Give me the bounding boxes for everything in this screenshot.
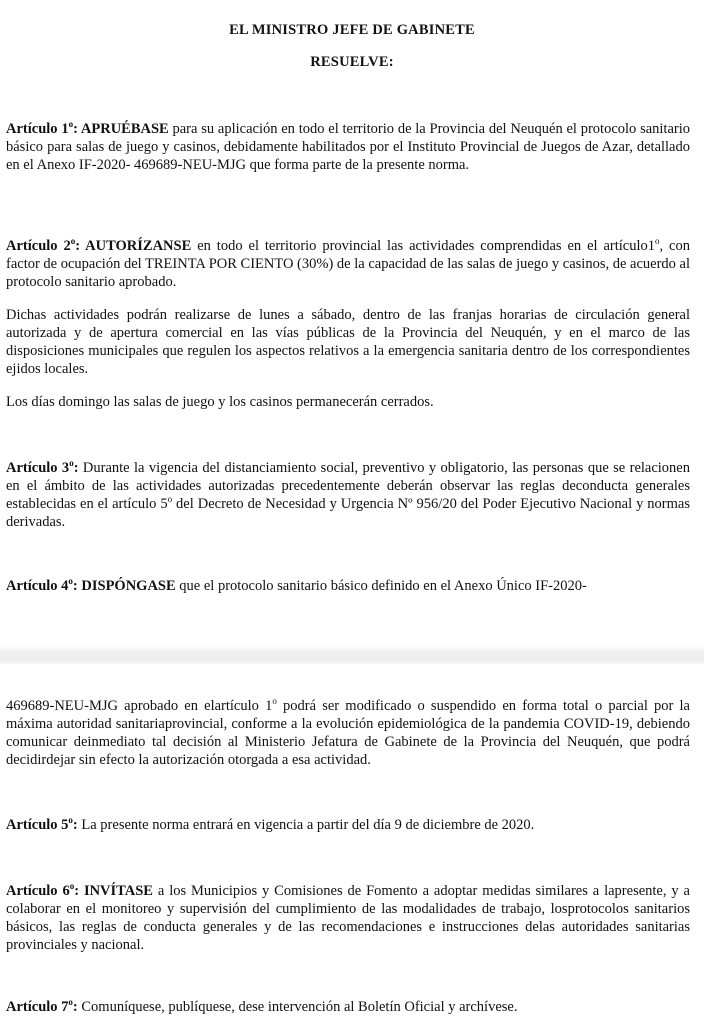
article-6 bbox=[6, 882, 690, 954]
article-2 bbox=[6, 237, 690, 291]
article-2-keyword: AUTORÍZANSE bbox=[85, 238, 192, 254]
article-7-label: Artículo 7$^o$: bbox=[6, 997, 82, 1015]
article-1-text: para su aplicación en todo el territorio de la Provincia del Neuquén el protocolo sanitario básico para salas de juego y casinos, debidamente habilitados por el Instituto Provincial de Juegos de Azar, detallado en el Anexo IF-2020- 469689-NEU-MJG que forma parte de la presente norma. bbox=[6, 121, 690, 173]
article-4-continuation: 469689-NEU-MJG aprobado en elartículo 1$^o$ podrá ser modificado o suspendido en forma total o parcial por la máxima autoridad sanitariaprovincial, conforme a la evolución epidemiológica de la pandemia COVID-19, debiendo comunicar deinmediato tal decisión al Ministerio Jefatura de Gabinete de la Provincia del Neuquén, que podrá decidirdejar sin efecto la autorización otorgada a esa actividad. bbox=[6, 696, 690, 768]
resolves-heading: RESUELVE: bbox=[310, 54, 394, 70]
article-5-text: La presente norma entrará en vigencia a partir del día 9 de diciembre de 2020. bbox=[81, 817, 535, 833]
article-7 bbox=[6, 998, 690, 1016]
document-page-2 bbox=[0, 664, 704, 1024]
article-2-paragraph-3: Los días domingo las salas de juego y los casinos permanecerán cerrados. bbox=[6, 394, 434, 410]
article-4 bbox=[6, 577, 690, 595]
article-1-keyword: APRUÉBASE bbox=[80, 121, 169, 137]
article-1-label: Artículo 1$^o$: bbox=[6, 119, 81, 137]
article-3 bbox=[6, 459, 690, 531]
article-2-label: Artículo 2$^o$: bbox=[6, 236, 86, 254]
article-3-text: Durante la vigencia del distanciamiento social, preventivo y obligatorio, las personas que se relacionen en el ámbito de las actividades autorizadas precedentemente deberán observar las reglas deconducta generales establecidas en el artículo 5$^o$ del Decreto de Necesidad y Urgencia Nº 956/20 del Poder Ejecutivo Nacional y normas derivadas. bbox=[6, 460, 690, 530]
page-break bbox=[0, 646, 704, 664]
article-4-label: Artículo 4$^o$: bbox=[6, 576, 82, 594]
article-1 bbox=[6, 120, 690, 174]
article-6-text: a los Municipios y Comisiones de Fomento a adoptar medidas similares a lapresente, y a colaborar en el monitoreo y supervisión del cumplimiento de las modalidades de trabajo, losprotocolos sanitarios básicos, las reglas de conducta generales y de las recomendaciones e instrucciones delas autoridades sanitarias provinciales y nacional. bbox=[6, 883, 690, 953]
article-4-keyword: DISPÓNGASE bbox=[81, 578, 176, 594]
article-5-label: Artículo 5$^o$: bbox=[6, 815, 82, 833]
article-7-text: Comuníquese, publíquese, dese intervención al Boletín Oficial y archívese. bbox=[81, 999, 518, 1015]
article-6-keyword: INVÍTASE bbox=[83, 883, 153, 899]
article-6-label: Artículo 6$^o$: bbox=[6, 881, 84, 899]
article-2-paragraph-2: Dichas actividades podrán realizarse de lunes a sábado, dentro de las franjas horarias de circulación general autorizada y de apertura comercial en las vías públicas de la Provincia del Neuquén, y en el marco de las disposiciones municipales que regulen los aspectos relativos a la emergencia sanitaria dentro de los correspondientes ejidos locales. bbox=[6, 307, 690, 377]
article-4-text: que el protocolo sanitario básico definido en el Anexo Único IF-2020- bbox=[175, 578, 587, 594]
article-2-text: en todo el territorio provincial las actividades comprendidas en el artículo1$^o$, con factor de ocupación del TREINTA POR CIENTO (30%) de la capacidad de las salas de juego y casinos, de acuerdo al protocolo sanitario aprobado. bbox=[6, 236, 691, 290]
article-5 bbox=[6, 816, 690, 834]
authority-heading: EL MINISTRO JEFE DE GABINETE bbox=[229, 22, 475, 38]
article-3-label: Artículo 3$^o$: bbox=[6, 458, 83, 476]
